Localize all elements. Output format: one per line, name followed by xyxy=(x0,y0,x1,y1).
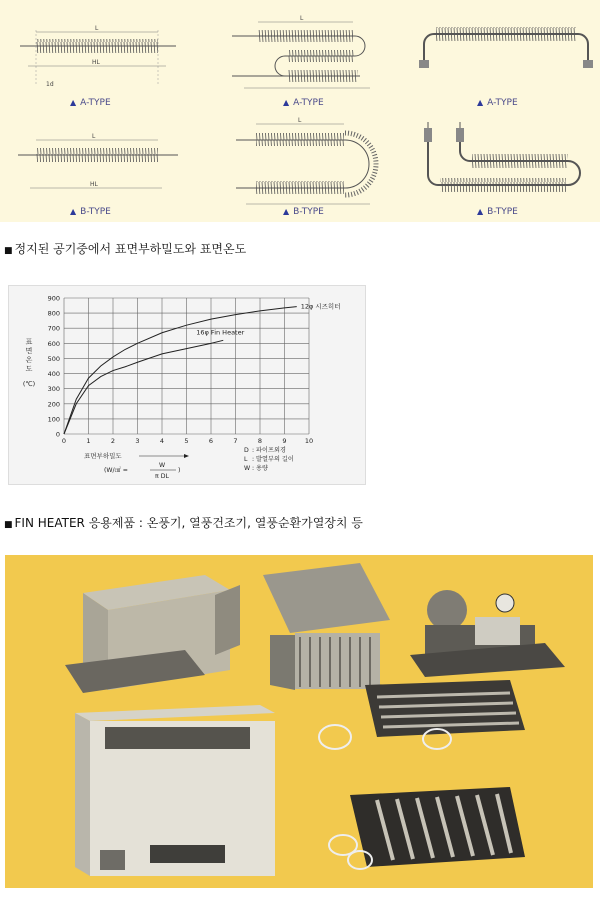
heater-type-diagrams xyxy=(0,0,600,222)
x-tick-label: 2 xyxy=(110,437,116,445)
formula-denominator: π DL xyxy=(155,473,169,480)
type-label-b1: ▲ B-TYPE xyxy=(70,207,111,217)
straight-heater-a-drawing xyxy=(20,25,176,88)
y-axis-label-char: 도 xyxy=(25,365,33,373)
y-axis-label-char: 온 xyxy=(25,356,33,364)
fin-heater-bank xyxy=(263,563,390,690)
x-tick-label: 5 xyxy=(184,437,189,445)
y-tick-label: 700 xyxy=(47,324,60,333)
x-tick-label: 10 xyxy=(304,437,314,445)
heater-drawings xyxy=(0,0,600,222)
legend-symbol: D xyxy=(244,447,249,454)
chart-svg xyxy=(9,286,365,484)
legend-symbol: W xyxy=(244,465,251,472)
y-axis-label-char: 표 xyxy=(25,338,33,346)
legend-desc: : 파이프외경 xyxy=(252,447,286,454)
legend-desc: : 용량 xyxy=(252,465,269,472)
y-tick-label: 300 xyxy=(47,385,60,394)
duct-heater-box xyxy=(65,575,240,693)
application-products-photo xyxy=(5,555,593,888)
straight-heater-b-drawing xyxy=(18,133,178,188)
formula-left: (W/㎠ = xyxy=(104,467,128,474)
y-axis-label-char: 면 xyxy=(25,347,33,355)
u-shape-heater-b-drawing xyxy=(236,117,376,204)
x-tick-label: 3 xyxy=(135,437,140,445)
x-axis-arrowhead xyxy=(184,454,189,458)
w-shape-heater-a-drawing xyxy=(232,15,370,88)
y-tick-label: 600 xyxy=(47,339,60,348)
panel-heater xyxy=(319,680,525,749)
series-line-0 xyxy=(64,307,297,434)
u-tube-heater-a-drawing xyxy=(419,27,593,68)
type-label-b3: ▲ B-TYPE xyxy=(477,207,518,217)
x-tick-label: 6 xyxy=(208,437,214,445)
section-heading-applications: ■ FIN HEATER 응용제품 : 온풍기, 열풍건조기, 열풍순환가열장치 등 xyxy=(4,516,363,530)
y-tick-label: 200 xyxy=(47,400,60,409)
svg-text:HL: HL xyxy=(90,181,98,188)
y-axis-unit: (℃) xyxy=(22,380,36,388)
formula-right: ) xyxy=(178,467,181,474)
type-label-a3: ▲ A-TYPE xyxy=(477,98,518,108)
x-tick-label: 9 xyxy=(282,437,287,445)
blower-unit xyxy=(410,590,565,677)
series-label-0: 12φ 시즈히터 xyxy=(300,302,341,311)
svg-text:L: L xyxy=(92,133,96,140)
grid-heater xyxy=(329,787,525,869)
y-tick-label: 100 xyxy=(47,415,60,424)
x-tick-label: 7 xyxy=(233,437,238,445)
svg-text:HL: HL xyxy=(92,59,100,66)
legend-desc: : 발열부의 길이 xyxy=(252,456,294,463)
long-u-heater-b-drawing xyxy=(424,122,580,192)
y-tick-label: 400 xyxy=(47,370,60,379)
x-axis-label: 표면부하밀도 xyxy=(84,452,122,460)
y-tick-label: 800 xyxy=(47,309,60,318)
cabinet-heater xyxy=(75,705,275,876)
series-label-1: 16φ Fin Heater xyxy=(196,328,245,337)
y-tick-label: 900 xyxy=(47,294,60,303)
y-tick-label: 500 xyxy=(47,354,60,363)
x-tick-label: 8 xyxy=(257,437,263,445)
type-label-a2: ▲ A-TYPE xyxy=(283,98,324,108)
svg-text:L: L xyxy=(300,15,304,22)
type-label-a1: ▲ A-TYPE xyxy=(70,98,111,108)
svg-text:L: L xyxy=(298,117,302,124)
svg-text:1d: 1d xyxy=(46,81,54,88)
y-tick-label: 0 xyxy=(55,430,60,439)
x-tick-label: 4 xyxy=(159,437,165,445)
x-tick-label: 1 xyxy=(86,437,91,445)
formula-numerator: W xyxy=(158,462,166,469)
section-heading-surface-temp: ■ 정지된 공기중에서 표면부하밀도와 표면온도 xyxy=(4,242,247,256)
legend-symbol: L xyxy=(244,456,248,463)
products-illustration xyxy=(5,555,593,888)
type-label-b2: ▲ B-TYPE xyxy=(283,207,324,217)
surface-temp-chart xyxy=(8,285,366,485)
x-tick-label: 0 xyxy=(61,437,67,445)
svg-text:L: L xyxy=(95,25,99,32)
series-line-1 xyxy=(64,340,223,434)
